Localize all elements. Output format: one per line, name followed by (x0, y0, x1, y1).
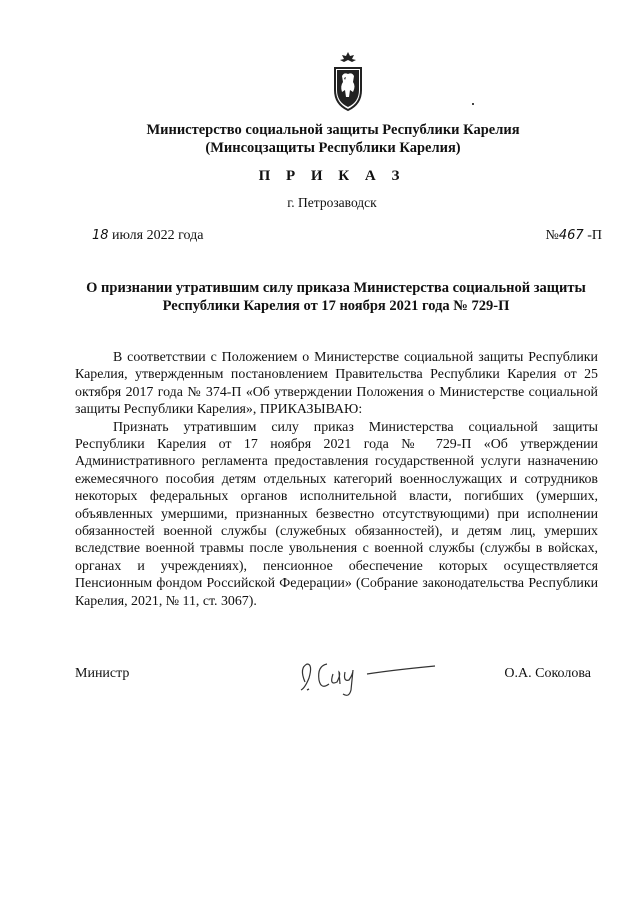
ministry-short-name-line: (Минсоцзащиты Республики Карелия) (205, 140, 461, 156)
ministry-name-line: Министерство социальной защиты Республики Карелия (146, 122, 520, 138)
scan-speck (472, 103, 474, 105)
handwritten-signature (293, 652, 443, 698)
subject-line: Республики Карелия от 17 ноября 2021 года № 729-П (162, 298, 510, 314)
order-body (75, 349, 598, 610)
order-title: П Р И К А З (258, 168, 406, 184)
order-date (92, 228, 203, 244)
signatory-title: Министр (75, 666, 130, 681)
order-subject (76, 279, 596, 315)
preamble-paragraph: В соответствии с Положением о Министерстве социальной защиты Республики Карелия, утвержденным постановлением Правительства Республики Карелия от 25 октября 2017 года № 374-П «Об утверждении Положения о Министерстве социальной защиты Республики Карелия», ПРИКАЗЫВАЮ: (75, 350, 598, 418)
ministry-name (90, 121, 576, 157)
number-suffix: -П (583, 228, 602, 243)
date-month-year: июля 2022 года (108, 228, 204, 243)
order-number (546, 228, 602, 244)
karelia-emblem-icon (330, 50, 366, 112)
decision-paragraph: Признать утратившим силу приказ Министерства социальной защиты Республики Карелия от 17 ноября 2021 года № 729-П «Об утверждении Административного регламента предоставления государственной услуги назначению ежемесячного пособия детям отдельных категорий военнослужащих и сотрудников некоторых федеральных органов исполнительной власти, погибших (умерших, объявленных умершими, признанных безвестно отсутствующими) при исполнении обязанностей военной службы (служебных обязанностей), и детям лиц, умерших вследствие военной травмы после увольнения с военной службы (службы в войсках, органах и учреждениях), пенсионное обеспечение которых осуществляется Пенсионным фондом Российской Федерации» (Собрание законодательства Республики Карелия, 2021, № 11, ст. 3067). (75, 419, 598, 609)
signature-block (0, 652, 640, 702)
subject-line: О признании утратившим силу приказа Министерства социальной защиты (86, 280, 586, 296)
number-value-handwritten: 467 (558, 228, 584, 243)
date-day-handwritten: 18 (92, 228, 109, 243)
number-sign: № (545, 228, 559, 243)
city-name: г. Петрозаводск (287, 195, 377, 210)
signatory-name: О.А. Соколова (504, 666, 591, 681)
